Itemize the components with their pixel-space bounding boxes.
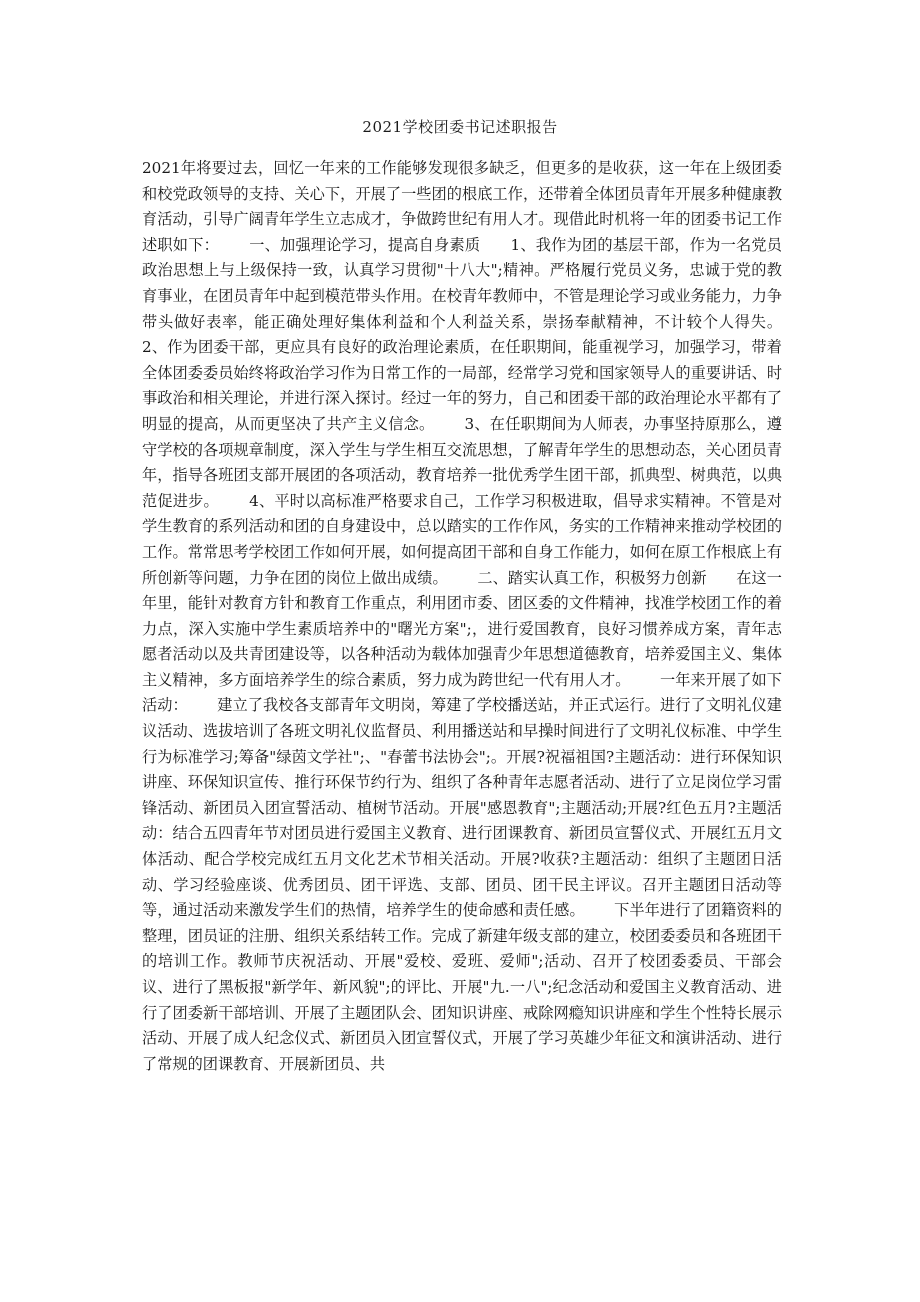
document-body-text: 2021年将要过去，回忆一年来的工作能够发现很多缺乏，但更多的是收获，这一年在上级团委和校党政领导的支持、关心下，开展了一些团的根底工作，还带着全体团员青年开展多种健康教育活动，引导广阔青年学生立志成才，争做跨世纪有用人才。现借此时机将一年的团委书记工作述职如下： 一、加强理论学习，提高自身素质 1、我作为团的基层干部，作为一名党员政治思想上与上级保持一致，认真学习贯彻"十八大";精神。严格履行党员义务，忠诚于党的教育事业，在团员青年中起到模范带头作用。在校青年教师中，不管是理论学习或业务能力，力争带头做好表率，能正确处理好集体利益和个人利益关系，崇扬奉献精神，不计较个人得失。 2、作为团委干部，更应具有良好的政治理论素质，在任职期间，能重视学习，加强学习，带着全体团委委员始终将政治学习作为日常工作的一局部，经常学习党和国家领导人的重要讲话、时事政治和相关理论，并进行深入探讨。经过一年的努力，自己和团委干部的政治理论水平都有了明显的提高，从而更坚决了共产主义信念。 3、在任职期间为人师表，办事坚持原那么，遵守学校的各项规章制度，深入学生与学生相互交流思想，了解青年学生的思想动态，关心团员青年，指导各班团支部开展团的各项活动，教育培养一批优秀学生团干部，抓典型、树典范，以典范促进步。 4、平时以高标准严格要求自己，工作学习积极进取，倡导求实精神。不管是对学生教育的系列活动和团的自身建设中，总以踏实的工作作风，务实的工作精神来推动学校团的工作。常常思考学校团工作如何开展，如何提高团干部和自身工作能力，如何在原工作根底上有所创新等问题，力争在团的岗位上做出成绩。 二、踏实认真工作，积极努力创新 在这一年里，能针对教育方针和教育工作重点，利用团市委、团区委的文件精神，找准学校团工作的着力点，深入实施中学生素质培养中的"曙光方案";，进行爱国教育，良好习惯养成方案，青年志愿者活动以及共青团建设等，以各种活动为载体加强青少年思想道德教育，培养爱国主义、集体主义精神，多方面培养学生的综合素质，努力成为跨世纪一代有用人才。 一年来开展了如下活动： 建立了我校各支部青年文明岗，筹建了学校播送站，并正式运行。进行了文明礼仪建议活动、选拔培训了各班文明礼仪监督员、利用播送站和早操时间进行了文明礼仪标准、中学生行为标准学习;筹备"绿茵文学社";、"春蕾书法协会";。开展?祝福祖国?主题活动：进行环保知识讲座、环保知识宣传、推行环保节约行为、组织了各种青年志愿者活动、进行了立足岗位学习雷锋活动、新团员入团宣誓活动、植树节活动。开展"感恩教育";主题活动;开展?红色五月?主题活动：结合五四青年节对团员进行爱国主义教育、进行团课教育、新团员宣誓仪式、开展红五月文体活动、配合学校完成红五月文化艺术节相关活动。开展?收获?主题活动：组织了主题团日活动、学习经验座谈、优秀团员、团干评选、支部、团员、团干民主评议。召开主题团日活动等等，通过活动来激发学生们的热情，培养学生的使命感和责任感。 下半年进行了团籍资料的整理，团员证的注册、组织关系结转工作。完成了新建年级支部的建立，校团委委员和各班团干的培训工作。教师节庆祝活动、开展"爱校、爱班、爱师";活动、召开了校团委委员、干部会议、进行了黑板报"新学年、新风貌";的评比、开展"九.一八";纪念活动和爱国主义教育活动、进行了团委新干部培训、开展了主题团队会、团知识讲座、戒除网瘾知识讲座和学生个性特长展示活动、开展了成人纪念仪式、新团员入团宣誓仪式，开展了学习英雄少年征文和演讲活动、进行了常规的团课教育、开展新团员、共 xyxy=(142,159,811,1073)
document-title: 2021学校团委书记述职报告 xyxy=(362,118,558,136)
